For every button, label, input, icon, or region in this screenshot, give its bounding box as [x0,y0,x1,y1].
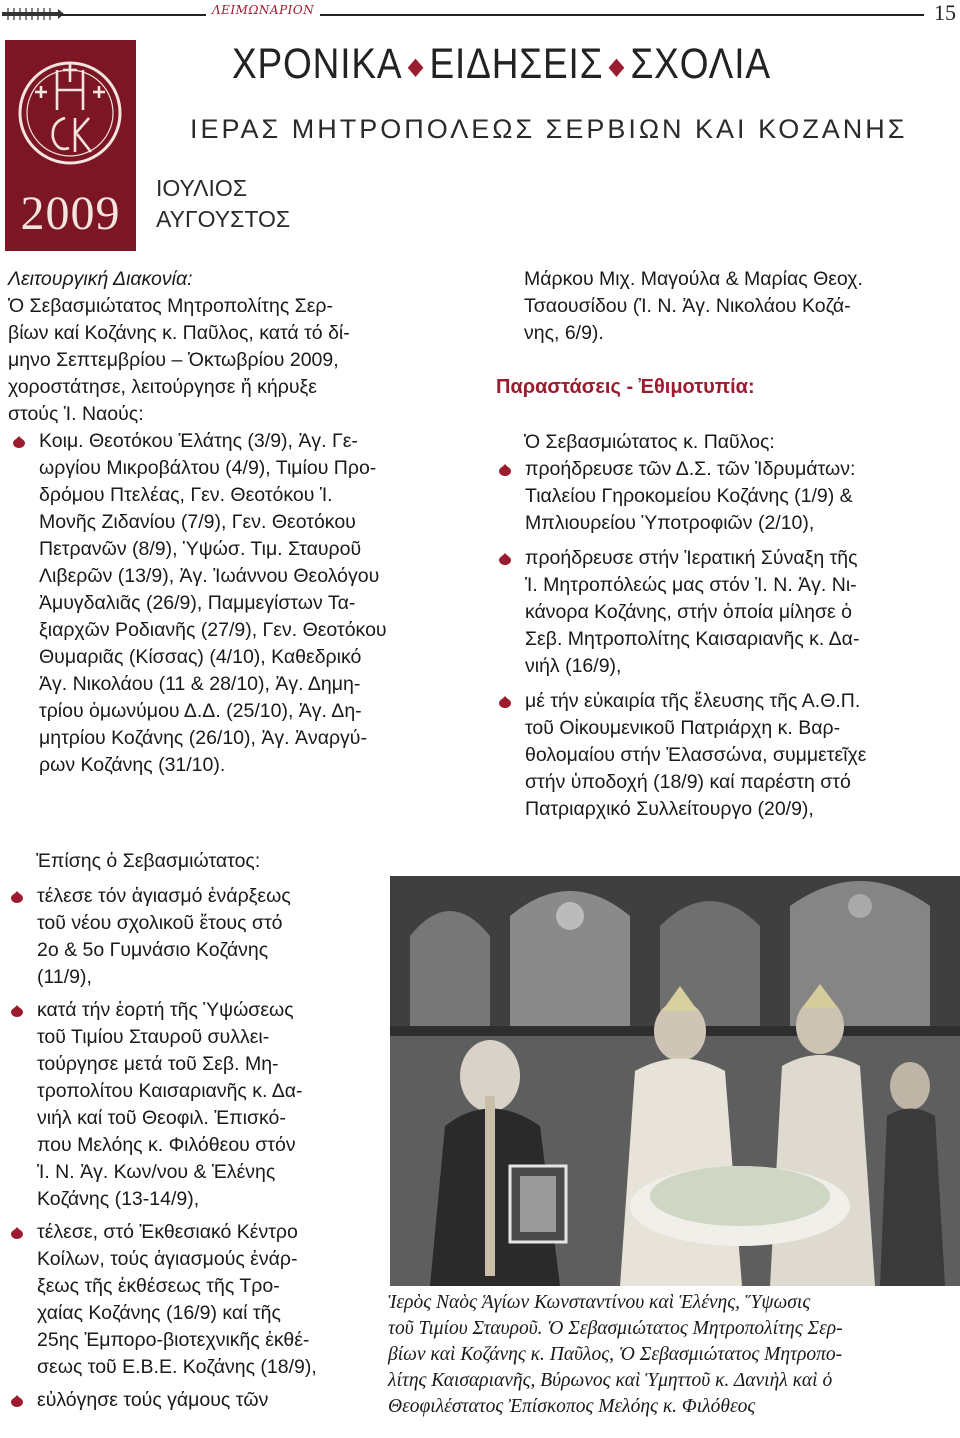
text-line: τέλεσε τόν ἁγιασμό ἐνάρξεως [37,885,291,907]
bullet-ornament-icon [10,1226,24,1240]
text-line: τροπολίτου Καισαριανῆς κ. Δα- [37,1080,303,1102]
title-part-comments: ΣΧΟΛΙΑ [630,40,771,88]
diamond-separator-icon: ◆ [407,53,425,81]
text-line: δρόμου Πτελέας, Γεν. Θεοτόκου Ἱ. [39,484,333,506]
list-item [496,456,952,537]
text-line: ρων Κοζάνης (31/10). [39,754,226,776]
caption-line: τοῦ Τιμίου Σταυροῦ. Ὁ Σεβασμιώτατος Μητροπολίτης Σερ- [388,1318,843,1339]
text-line: νιήλ καί τοῦ Θεοφιλ. Ἐπισκό- [37,1107,286,1129]
text-line: Μπλιουρείου Ὑποτροφιῶν (2/10), [525,512,815,534]
text-line: μέ τήν εὐκαιρία τῆς ἔλευσης τῆς Α.Θ.Π. [525,690,861,712]
caption-line: λίτης Καισαριανῆς, Βύρωνος καὶ Ὑμηττοῦ κ. Δανιὴλ καὶ ὁ [388,1370,833,1391]
text-line: θολομαίου στήν Ἐλασσώνα, συμμετεῖχε [525,744,867,766]
text-line: Θυμαριᾶς (Κίσσας) (4/10), Καθεδρικό [39,646,362,668]
bullet-ornament-icon [10,890,24,904]
text-line: νιήλ (16/9), [525,655,622,677]
churches-list [8,428,468,779]
list-item [496,545,952,680]
text-line: Ἱ. Ν. Ἁγ. Κων/νου & Ἑλένης [37,1161,276,1183]
text-line: τούργησε μετά τοῦ Σεβ. Μη- [37,1053,279,1075]
text-line: Ἀμυγδαλιᾶς (26/9), Παμμεγίστων Τα- [39,592,356,614]
bullet-ornament-icon [498,695,512,709]
diamond-separator-icon: ◆ [608,53,626,81]
top-rule-line [60,14,924,16]
bullet-ornament-icon [10,1004,24,1018]
text-line: Ἁγ. Νικολάου (11 & 28/10), Ἁγ. Δημη- [39,673,361,695]
issue-month-1: ΙΟΥΛΙΟΣ [156,175,248,201]
section-heading-receptions: Παραστάσεις - Ἐθιμοτυπία: [496,376,755,398]
caption-line: Θεοφιλέστατος Ἐπίσκοπος Μελόης κ. Φιλόθεος [388,1396,756,1417]
page-number: 15 [934,0,956,25]
text-line: Κοίλων, τούς ἁγιασμούς ἐνάρ- [37,1248,298,1270]
publication-name: ΛΕΙΜΩΝΑΡΙΟΝ [206,3,320,17]
list-item [8,1219,378,1381]
text-line: μηνο Σεπτεμβρίου – Ὀκτωβρίου 2009, [8,349,339,371]
page-subtitle: ΙΕΡΑΣ ΜΗΤΡΟΠΟΛΕΩΣ ΣΕΡΒΙΩΝ ΚΑΙ ΚΟΖΑΝΗΣ [190,114,908,144]
text-line: Πετρανῶν (8/9), Ὑψώσ. Τιμ. Σταυροῦ [39,538,362,560]
text-line: τοῦ νέου σχολικοῦ ἔτους στό [37,912,283,934]
text-line: στούς Ἱ. Ναούς: [8,403,144,425]
text-line: Τιαλείου Γηροκομείου Κοζάνης (1/9) & [525,485,853,507]
caption-line: βίων καὶ Κοζάνης κ. Παῦλος, Ὁ Σεβασμιώτατος Μητροπο- [388,1344,843,1365]
text-line: 2ο & 5ο Γυμνάσιο Κοζάνης [37,939,269,961]
top-rule [0,0,960,30]
left-column-lower [8,848,378,1414]
bullet-ornament-icon [498,552,512,566]
page-title [232,40,771,89]
text-line: μητρίου Κοζάνης (26/10), Ἁγ. Ἀναργύ- [39,727,367,749]
text-line: νης, 6/9). [524,322,604,344]
text-line: ωργίου Μικροβάλτου (4/9), Τιμίου Προ- [39,457,377,479]
title-part-chronicles: ΧΡΟΝΙΚΑ [232,40,403,88]
diocese-logo [5,40,136,251]
text-line: χαίας Κοζάνης (16/9) καί τῆς [37,1302,281,1324]
text-line: τοῦ Τιμίου Σταυροῦ συλλει- [37,1026,270,1048]
text-line: (11/9), [37,966,92,988]
monogram-emblem-icon [17,48,123,178]
bullet-ornament-icon [498,463,512,477]
text-line: εὐλόγησε τούς γάμους τῶν [37,1389,269,1411]
text-line: βίων καί Κοζάνης κ. Παῦλος, κατά τό δί- [8,322,350,344]
text-line: κάνορα Κοζάνης, στήν ὁποία μίλησε ὁ [525,601,852,623]
caption-line: Ἱερὸς Ναὸς Ἁγίων Κωνσταντίνου καὶ Ἑλένης, Ὕψωσις [388,1292,811,1313]
list-item [8,883,378,991]
list-item [8,428,468,779]
text-line: τοῦ Οἰκουμενικοῦ Πατριάρχη κ. Βαρ- [525,717,841,739]
text-line: χοροστάτησε, λειτούργησε ἤ κήρυξε [8,376,317,398]
list-item [496,688,952,823]
decorative-ornament-icon [0,6,64,22]
text-line: Σεβ. Μητροπολίτης Καισαριανῆς κ. Δα- [525,628,860,650]
text-line: Ἱ. Μητροπόλεώς μας στόν Ἱ. Ν. Ἁγ. Νι- [525,574,857,596]
issue-month-2: ΑΥΓΟΥΣΤΟΣ [156,206,291,232]
continued-text [496,266,952,347]
text-line: Πατριαρχικό Συλλείτουργο (20/9), [525,798,814,820]
bullet-ornament-icon [12,435,26,449]
text-line: 25ης Ἐμπορο-βιοτεχνικῆς ἐκθέ- [37,1329,310,1351]
text-line: ξιαρχῶν Ροδιανῆς (27/9), Γεν. Θεοτόκου [39,619,387,641]
left-column [8,266,468,779]
photo-caption [388,1290,958,1420]
bullet-ornament-icon [10,1394,24,1408]
text-line: προήδρευσε στήν Ἱερατική Σύναξη τῆς [525,547,858,569]
title-part-news: ΕΙΔΗΣΕΙΣ [429,40,604,88]
activities-list [8,883,378,1414]
photo-illustration [390,876,960,1286]
right-column [496,266,952,823]
receptions-list [496,456,952,823]
also-label: Ἐπίσης ὁ Σεβασμιώτατος: [36,850,261,872]
liturgical-section-label: Λειτουργική Διακονία: [8,268,193,290]
text-line: Μονῆς Ζιδανίου (7/9), Γεν. Θεοτόκου [39,511,356,533]
church-ceremony-photo [390,876,960,1286]
text-line: τρίου ὁμωνύμου Δ.Δ. (25/10), Ἁγ. Δη- [39,700,362,722]
receptions-intro: Ὁ Σεβασμιώτατος κ. Παῦλος: [524,431,775,453]
text-line: Κοιμ. Θεοτόκου Ἐλάτης (3/9), Ἁγ. Γε- [39,430,358,452]
text-line: κατά τήν ἑορτή τῆς Ὑψώσεως [37,999,294,1021]
text-line: Λιβερῶν (13/9), Ἁγ. Ἰωάννου Θεολόγου [39,565,380,587]
text-line: στήν ὑποδοχή (18/9) καί παρέστη στό [525,771,851,793]
list-item [8,1387,378,1414]
text-line: που Μελόης κ. Φιλόθεου στόν [37,1134,296,1156]
text-line: Ὁ Σεβασμιώτατος Μητροπολίτης Σερ- [8,295,333,317]
text-line: προήδρευσε τῶν Δ.Σ. τῶν Ἱδρυμάτων: [525,458,856,480]
list-item [8,997,378,1213]
text-line: σεως τοῦ Ε.Β.Ε. Κοζάνης (18/9), [37,1356,317,1378]
text-line: τέλεσε, στό Ἐκθεσιακό Κέντρο [37,1221,298,1243]
logo-year: 2009 [20,187,121,240]
intro-paragraph [8,293,468,428]
text-line: ξεως τῆς ἐκθέσεως τῆς Τρο- [37,1275,280,1297]
text-line: Κοζάνης (13-14/9), [37,1188,200,1210]
text-line: Τσαουσίδου (Ἱ. Ν. Ἁγ. Νικολάου Κοζά- [524,295,851,317]
text-line: Μάρκου Μιχ. Μαγούλα & Μαρίας Θεοχ. [524,268,863,290]
